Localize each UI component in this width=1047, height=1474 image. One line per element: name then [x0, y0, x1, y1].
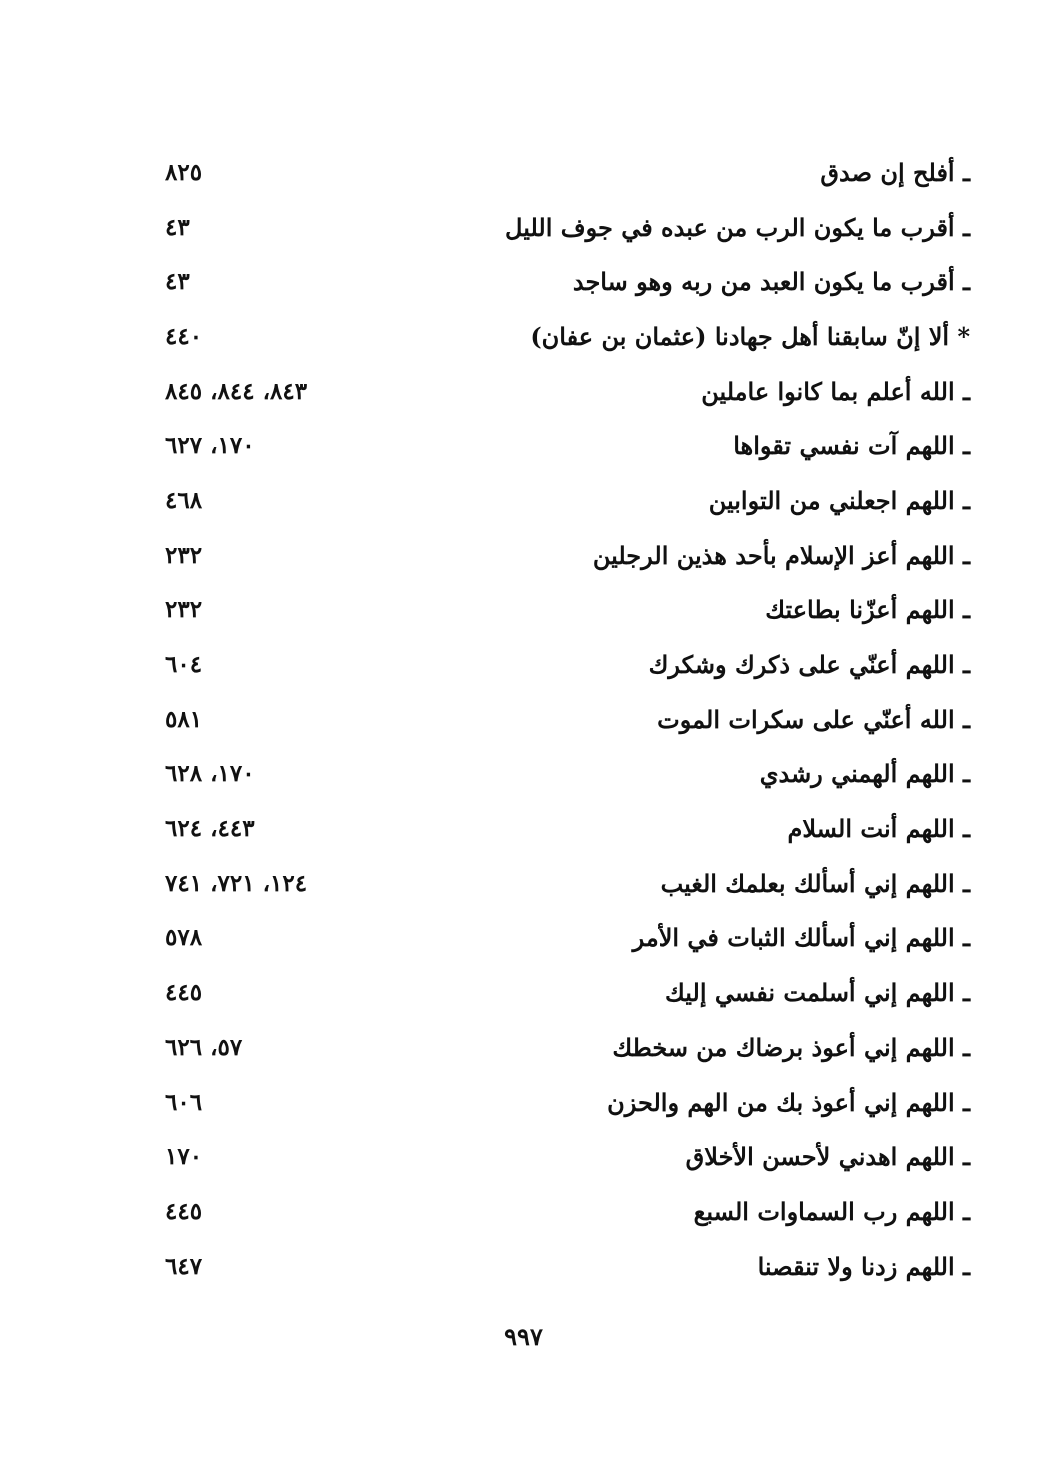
entry-pages: ٤٦٨: [165, 486, 203, 514]
entry-phrase: ـ اللهم اجعلني من التوابين: [708, 485, 970, 515]
index-list: [165, 145, 970, 1293]
entry-phrase: ـ الله أعنّي على سكرات الموت: [657, 704, 970, 734]
page-number: ٩٩٧: [504, 1322, 543, 1351]
index-entry: [165, 309, 970, 364]
index-entry: [165, 1075, 970, 1130]
entry-phrase: ـ اللهم إني أسألك الثبات في الأمر: [632, 923, 970, 953]
entry-pages: ٢٣٢: [165, 541, 203, 569]
entry-phrase: ـ الله أعلم بما كانوا عاملين: [701, 376, 970, 406]
entry-pages: ٨٤٣، ٨٤٤، ٨٤٥: [165, 377, 308, 405]
entry-phrase: ـ اللهم إني أعوذ برضاك من سخطك: [612, 1032, 970, 1062]
entry-pages: ٤٤٥: [165, 979, 203, 1007]
index-entry: [165, 364, 970, 419]
index-entry: [165, 801, 970, 856]
index-entry: [165, 911, 970, 966]
index-entry: [165, 965, 970, 1020]
index-entry: [165, 856, 970, 911]
entry-phrase: ـ اللهم ألهمني رشدي: [759, 759, 970, 789]
index-entry: [165, 747, 970, 802]
entry-phrase: ـ اللهم اهدني لأحسن الأخلاق: [685, 1142, 970, 1172]
entry-pages: ٤٤٠: [165, 322, 203, 350]
entry-phrase: ـ اللهم أعنّي على ذكرك وشكرك: [648, 650, 970, 680]
entry-phrase: ـ اللهم رب السماوات السبع: [693, 1196, 970, 1226]
entry-phrase: ـ اللهم إني أسألك بعلمك الغيب: [660, 868, 970, 898]
entry-phrase: ـ اللهم إني أسلمت نفسي إليك: [665, 978, 970, 1008]
entry-pages: ١٧٠، ٦٢٧: [165, 432, 255, 460]
entry-pages: ١٧٠، ٦٢٨: [165, 760, 255, 788]
index-entry: [165, 583, 970, 638]
entry-phrase: ـ أقرب ما يكون العبد من ربه وهو ساجد: [572, 267, 970, 297]
entry-phrase: ـ اللهم أعز الإسلام بأحد هذين الرجلين: [592, 540, 970, 570]
entry-pages: ٤٤٥: [165, 1197, 203, 1225]
entry-pages: ٤٣: [165, 213, 190, 241]
entry-phrase: * ألا إنّ سابقنا أهل جهادنا (عثمان بن عفان): [530, 321, 970, 351]
entry-pages: ٢٣٢: [165, 596, 203, 624]
entry-pages: ١٧٠: [165, 1143, 203, 1171]
entry-pages: ٦٤٧: [165, 1252, 203, 1280]
index-entry: [165, 637, 970, 692]
index-entry: [165, 418, 970, 473]
entry-pages: ٥٧٨: [165, 924, 203, 952]
entry-phrase: ـ اللهم إني أعوذ بك من الهم والحزن: [607, 1087, 970, 1117]
entry-phrase: ـ أقرب ما يكون الرب من عبده في جوف الليل: [505, 212, 970, 242]
entry-pages: ١٢٤، ٧٢١، ٧٤١: [165, 869, 308, 897]
index-entry: [165, 200, 970, 255]
entry-phrase: ـ اللهم أنت السلام: [787, 814, 970, 844]
entry-phrase: ـ اللهم زدنا ولا تنقصنا: [757, 1251, 970, 1281]
entry-pages: ٦٠٤: [165, 651, 203, 679]
entry-phrase: ـ أفلح إن صدق: [820, 157, 970, 187]
entry-pages: ٥٧، ٦٢٦: [165, 1033, 243, 1061]
entry-pages: ٤٤٣، ٦٢٤: [165, 815, 255, 843]
entry-pages: ٨٢٥: [165, 158, 203, 186]
entry-phrase: ـ اللهم أعزّنا بطاعتك: [765, 595, 970, 625]
index-entry: [165, 1184, 970, 1239]
index-entry: [165, 528, 970, 583]
index-entry: [165, 1129, 970, 1184]
index-entry: [165, 145, 970, 200]
index-entry: [165, 1239, 970, 1294]
entry-phrase: ـ اللهم آت نفسي تقواها: [733, 431, 970, 461]
entry-pages: ٥٨١: [165, 705, 203, 733]
index-entry: [165, 473, 970, 528]
entry-pages: ٦٠٦: [165, 1088, 203, 1116]
index-entry: [165, 692, 970, 747]
entry-pages: ٤٣: [165, 268, 190, 296]
index-entry: [165, 254, 970, 309]
index-entry: [165, 1020, 970, 1075]
